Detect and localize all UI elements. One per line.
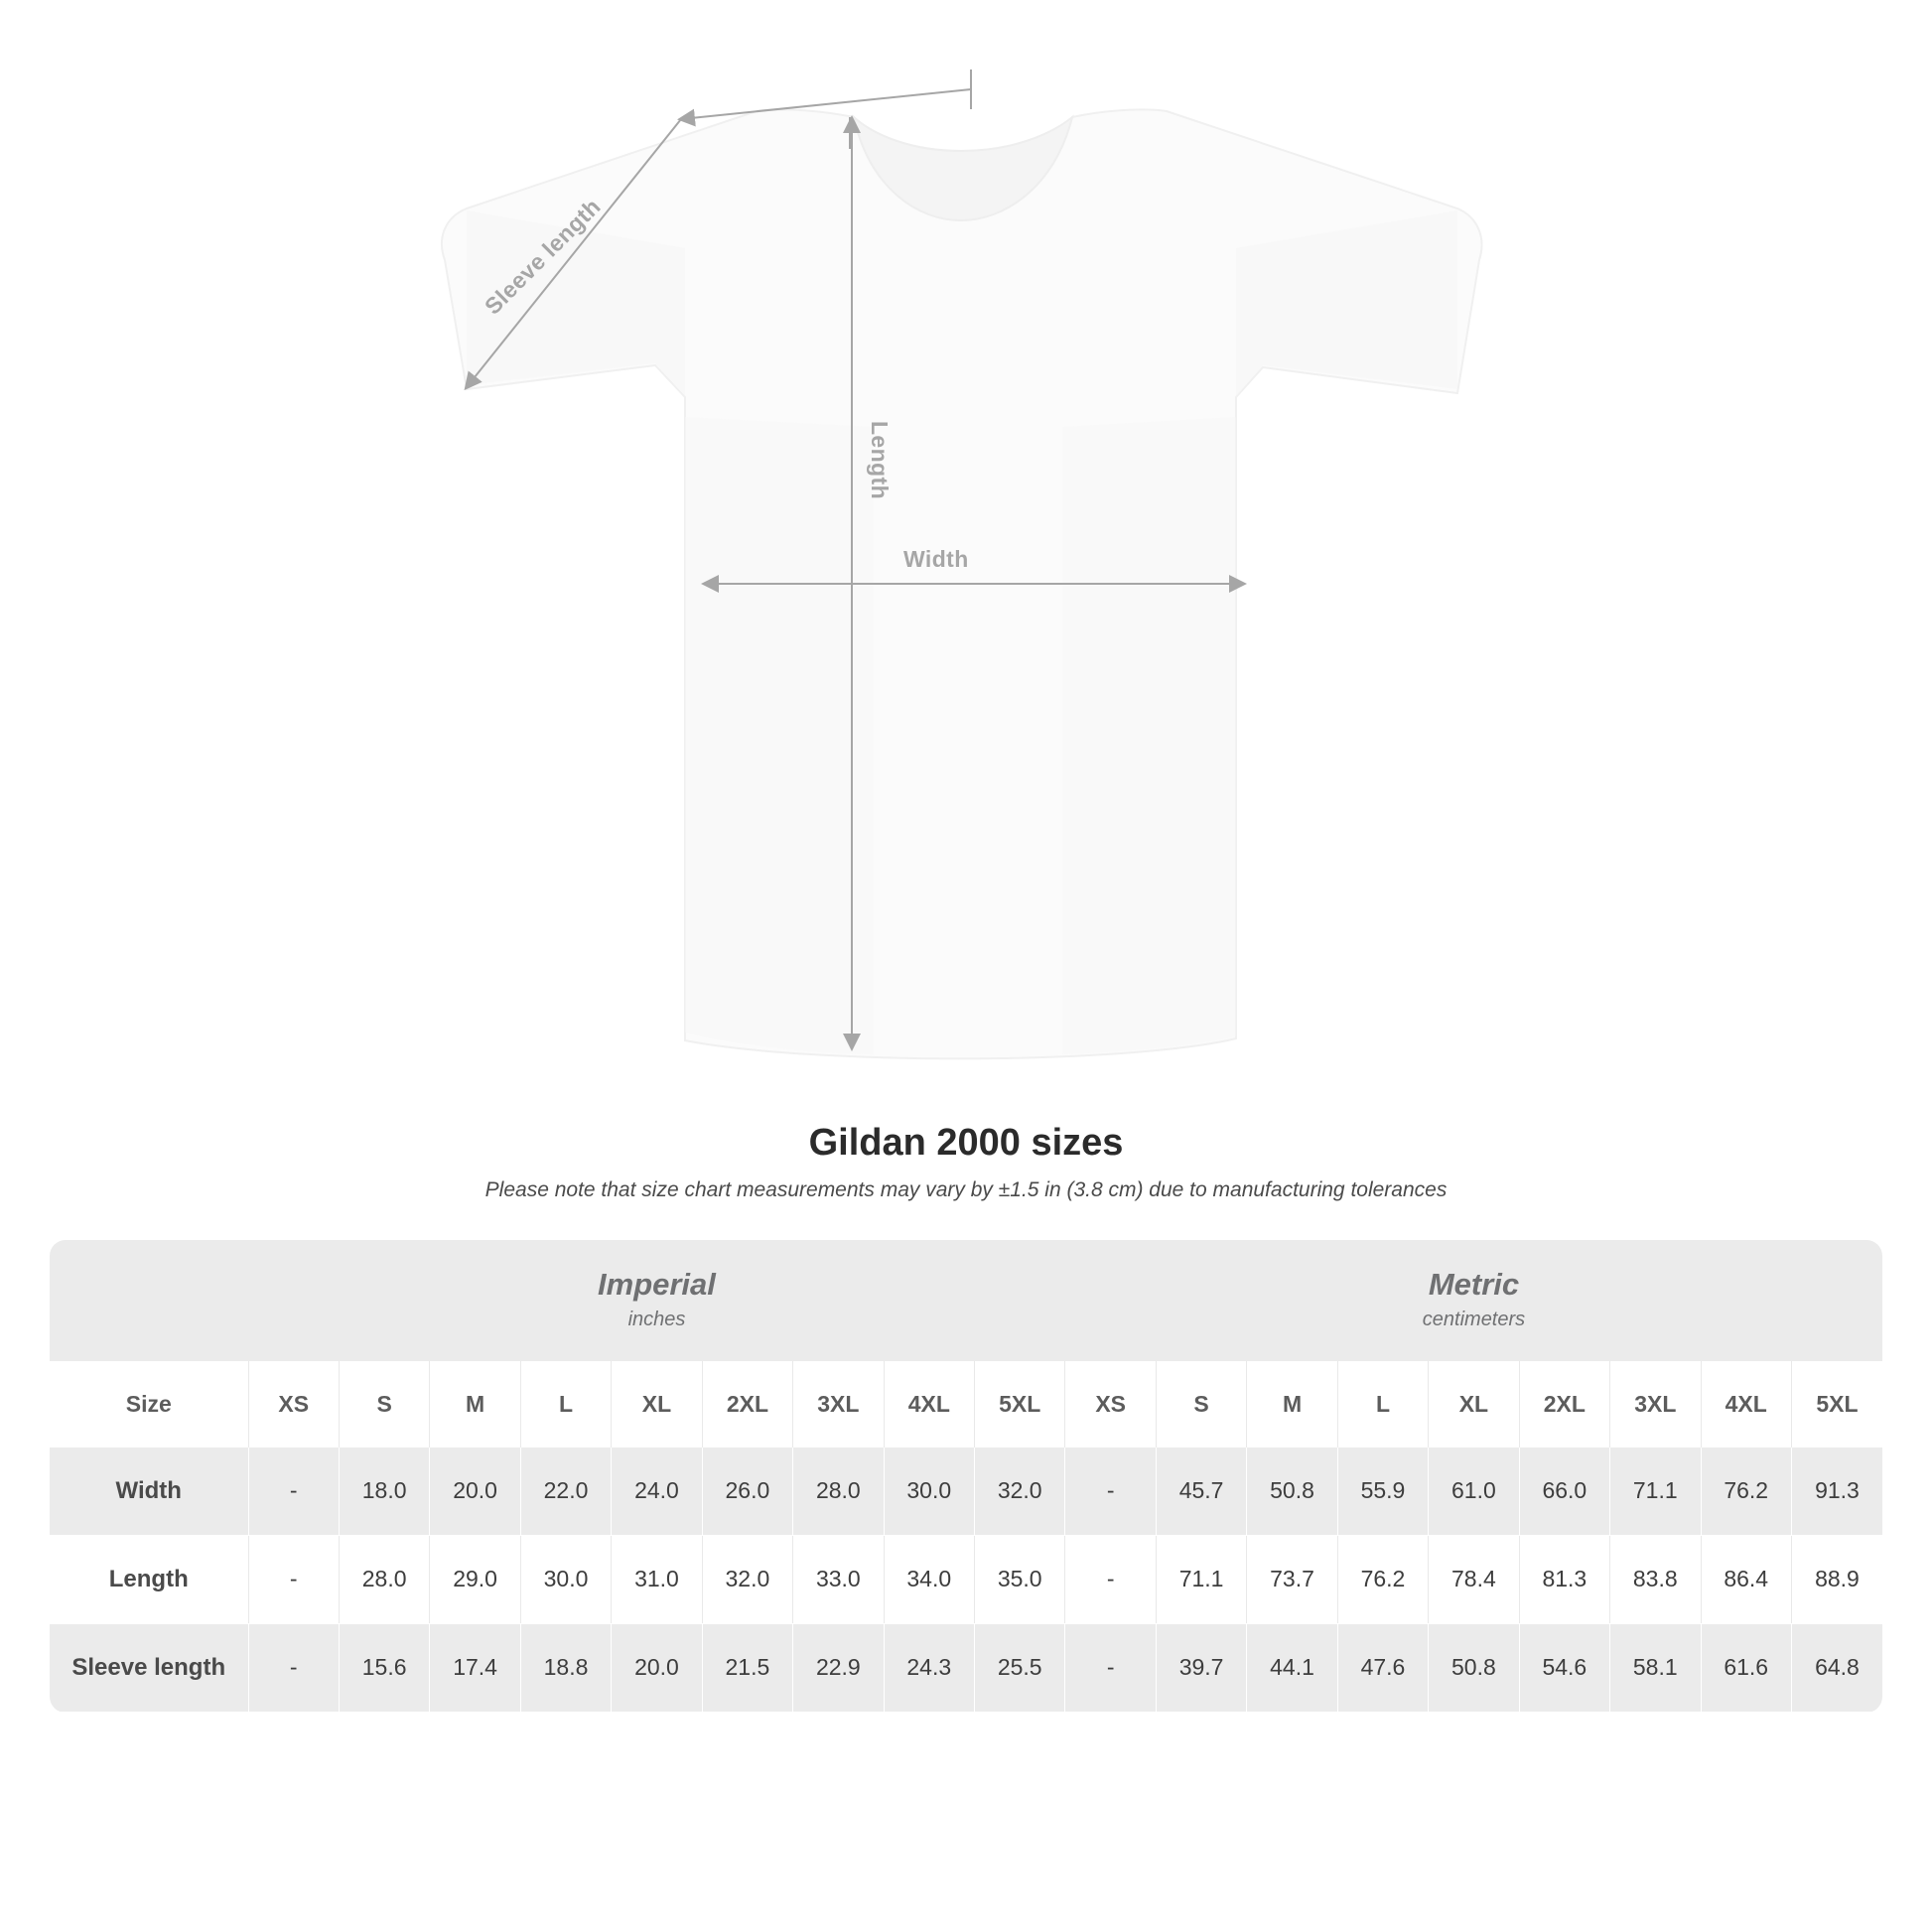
table-cell: 18.0 bbox=[339, 1448, 429, 1536]
unit-imperial-cell bbox=[248, 1240, 1065, 1361]
table-cell: 24.3 bbox=[884, 1623, 974, 1712]
table-cell: 26.0 bbox=[702, 1448, 792, 1536]
size-table bbox=[50, 1240, 1882, 1713]
table-cell: 31.0 bbox=[612, 1535, 702, 1623]
table-cell: 22.9 bbox=[793, 1623, 884, 1712]
table-cell: 20.0 bbox=[612, 1623, 702, 1712]
table-cell: 18.8 bbox=[520, 1623, 611, 1712]
table-cell: 55.9 bbox=[1337, 1448, 1428, 1536]
table-cell: 17.4 bbox=[430, 1623, 520, 1712]
size-table-wrapper bbox=[50, 1240, 1882, 1713]
table-cell: 35.0 bbox=[975, 1535, 1065, 1623]
table-cell: 20.0 bbox=[430, 1448, 520, 1536]
column-header-l: L bbox=[520, 1361, 611, 1448]
table-cell: 86.4 bbox=[1701, 1535, 1791, 1623]
unit-metric-sub: centimeters bbox=[1422, 1308, 1526, 1330]
table-cell: - bbox=[248, 1535, 339, 1623]
table-cell: 73.7 bbox=[1247, 1535, 1337, 1623]
column-header-size: Size bbox=[50, 1361, 248, 1448]
table-cell: 32.0 bbox=[975, 1448, 1065, 1536]
table-cell: 29.0 bbox=[430, 1535, 520, 1623]
unit-metric-name: Metric bbox=[1428, 1267, 1520, 1302]
table-cell: 81.3 bbox=[1519, 1535, 1609, 1623]
size-table-body bbox=[50, 1448, 1882, 1713]
row-label: Width bbox=[50, 1448, 248, 1536]
table-cell: 61.6 bbox=[1701, 1623, 1791, 1712]
table-cell: 88.9 bbox=[1791, 1535, 1882, 1623]
column-header-xl: XL bbox=[1429, 1361, 1519, 1448]
table-row bbox=[50, 1448, 1882, 1536]
title-block bbox=[0, 1122, 1932, 1202]
column-header-xs: XS bbox=[1065, 1361, 1156, 1448]
column-header-3xl: 3XL bbox=[1610, 1361, 1701, 1448]
table-cell: 32.0 bbox=[702, 1535, 792, 1623]
table-cell: 78.4 bbox=[1429, 1535, 1519, 1623]
table-cell: 71.1 bbox=[1610, 1448, 1701, 1536]
column-header-row bbox=[50, 1361, 1882, 1448]
table-cell: - bbox=[1065, 1448, 1156, 1536]
table-cell: - bbox=[1065, 1623, 1156, 1712]
unit-header-row bbox=[50, 1240, 1882, 1361]
table-cell: 30.0 bbox=[884, 1448, 974, 1536]
table-cell: 39.7 bbox=[1156, 1623, 1246, 1712]
column-header-s: S bbox=[1156, 1361, 1246, 1448]
table-cell: 15.6 bbox=[339, 1623, 429, 1712]
table-cell: 83.8 bbox=[1610, 1535, 1701, 1623]
table-cell: 64.8 bbox=[1791, 1623, 1882, 1712]
table-cell: 34.0 bbox=[884, 1535, 974, 1623]
table-cell: - bbox=[248, 1448, 339, 1536]
table-cell: 22.0 bbox=[520, 1448, 611, 1536]
tolerance-note: Please note that size chart measurements may vary by ±1.5 in (3.8 cm) due to manufacturing tolerances bbox=[484, 1178, 1448, 1201]
table-cell: 76.2 bbox=[1337, 1535, 1428, 1623]
column-header-xl: XL bbox=[612, 1361, 702, 1448]
table-cell: 44.1 bbox=[1247, 1623, 1337, 1712]
row-label: Sleeve length bbox=[50, 1623, 248, 1712]
table-cell: 76.2 bbox=[1701, 1448, 1791, 1536]
column-header-l: L bbox=[1337, 1361, 1428, 1448]
table-cell: 25.5 bbox=[975, 1623, 1065, 1712]
unit-spacer-cell bbox=[50, 1240, 248, 1361]
table-cell: 66.0 bbox=[1519, 1448, 1609, 1536]
table-cell: 28.0 bbox=[339, 1535, 429, 1623]
table-cell: 45.7 bbox=[1156, 1448, 1246, 1536]
table-row bbox=[50, 1623, 1882, 1712]
column-header-3xl: 3XL bbox=[793, 1361, 884, 1448]
table-row bbox=[50, 1535, 1882, 1623]
column-header-5xl: 5XL bbox=[975, 1361, 1065, 1448]
width-label: Width bbox=[903, 546, 969, 572]
column-header-4xl: 4XL bbox=[1701, 1361, 1791, 1448]
table-cell: - bbox=[248, 1623, 339, 1712]
table-cell: 50.8 bbox=[1247, 1448, 1337, 1536]
unit-metric-cell bbox=[1065, 1240, 1882, 1361]
unit-imperial-sub: inches bbox=[627, 1308, 686, 1330]
table-cell: 91.3 bbox=[1791, 1448, 1882, 1536]
table-cell: 61.0 bbox=[1429, 1448, 1519, 1536]
column-header-4xl: 4XL bbox=[884, 1361, 974, 1448]
table-cell: 30.0 bbox=[520, 1535, 611, 1623]
column-header-2xl: 2XL bbox=[1519, 1361, 1609, 1448]
sleeve-length-label: Sleeve length bbox=[479, 193, 606, 320]
table-cell: 58.1 bbox=[1610, 1623, 1701, 1712]
column-header-m: M bbox=[1247, 1361, 1337, 1448]
unit-imperial-name: Imperial bbox=[598, 1267, 716, 1302]
table-cell: 47.6 bbox=[1337, 1623, 1428, 1712]
column-header-xs: XS bbox=[248, 1361, 339, 1448]
length-label: Length bbox=[867, 420, 894, 500]
table-cell: 71.1 bbox=[1156, 1535, 1246, 1623]
column-header-m: M bbox=[430, 1361, 520, 1448]
table-cell: 28.0 bbox=[793, 1448, 884, 1536]
column-header-5xl: 5XL bbox=[1791, 1361, 1882, 1448]
table-cell: - bbox=[1065, 1535, 1156, 1623]
table-cell: 54.6 bbox=[1519, 1623, 1609, 1712]
table-cell: 50.8 bbox=[1429, 1623, 1519, 1712]
table-cell: 21.5 bbox=[702, 1623, 792, 1712]
table-cell: 24.0 bbox=[612, 1448, 702, 1536]
row-label: Length bbox=[50, 1535, 248, 1623]
column-header-2xl: 2XL bbox=[702, 1361, 792, 1448]
column-header-s: S bbox=[339, 1361, 429, 1448]
page-title: Gildan 2000 sizes bbox=[808, 1122, 1124, 1164]
table-cell: 33.0 bbox=[793, 1535, 884, 1623]
